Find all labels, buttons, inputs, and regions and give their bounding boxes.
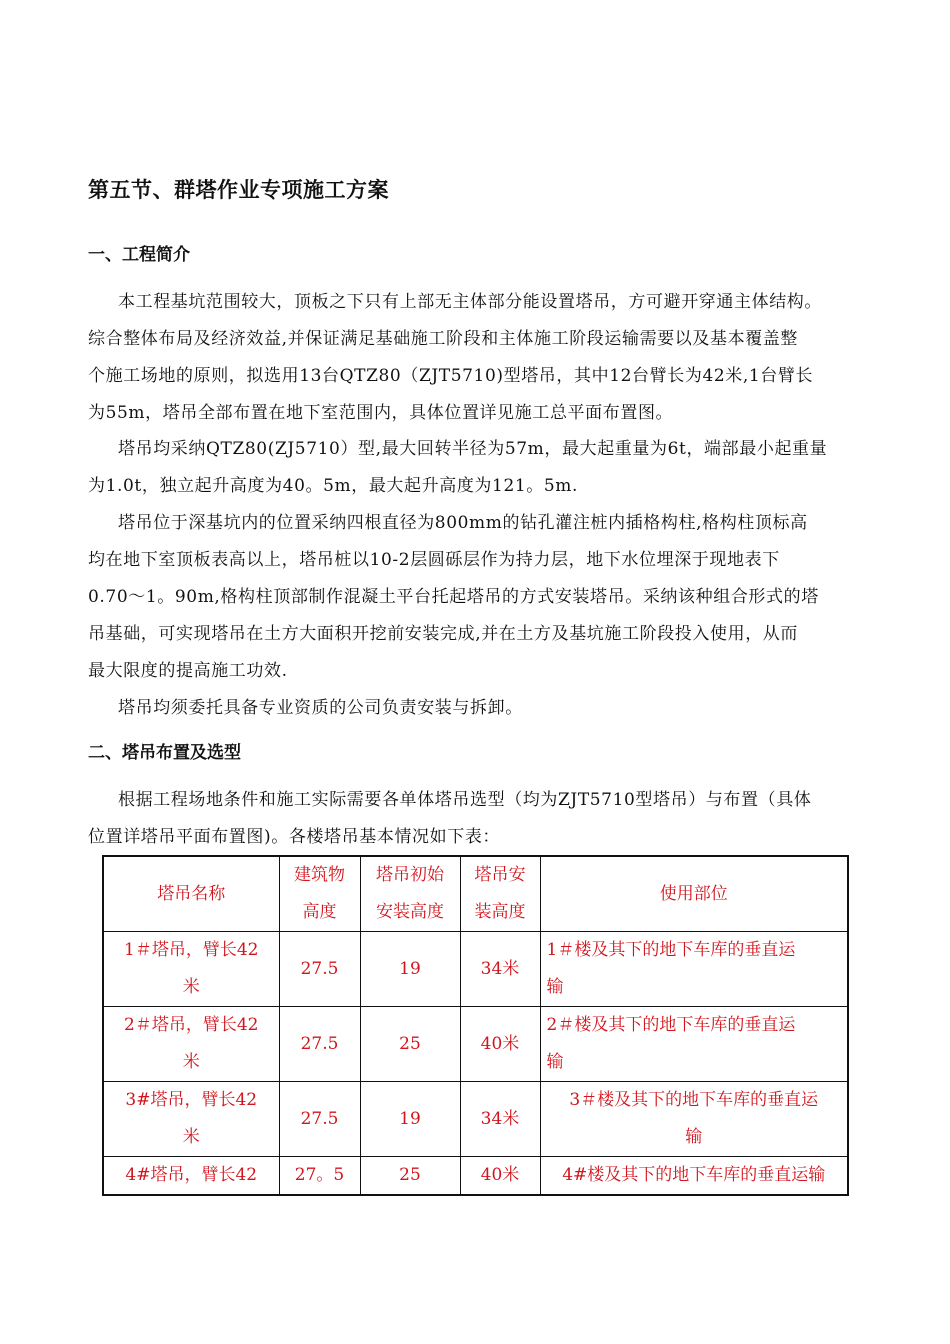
cell-initial-height: 25: [360, 1157, 460, 1196]
paragraph-line: 为55m，塔吊全部布置在地下室范围内，具体位置详见施工总平面布置图。: [88, 403, 674, 423]
paragraph-line: 吊基础，可实现塔吊在土方大面积开挖前安装完成,并在土方及基坑施工阶段投入使用，从而: [88, 624, 799, 644]
table-row: [103, 1007, 848, 1082]
table-row: [103, 1082, 848, 1157]
section2-heading: 二、塔吊布置及选型: [88, 743, 241, 763]
crane-table: [102, 855, 849, 1196]
header-cell: 塔吊名称: [103, 856, 279, 932]
cell-initial-height: 25: [360, 1007, 460, 1082]
table-row: [103, 932, 848, 1007]
cell-building-height: 27.5: [279, 1007, 360, 1082]
header-cell: 使用部位: [540, 856, 848, 932]
cell-initial-height: 19: [360, 932, 460, 1007]
cell-initial-height: 19: [360, 1082, 460, 1157]
cell-name: 4#塔吊，臂长42: [103, 1157, 279, 1196]
cell-name: 1＃塔吊，臂长42 米: [103, 932, 279, 1007]
section1-heading: 一、工程简介: [88, 245, 190, 265]
cell-install-height: 34米: [460, 1082, 540, 1157]
table-header-row: [103, 856, 848, 932]
cell-building-height: 27。5: [279, 1157, 360, 1196]
paragraph-line: 本工程基坑范围较大，顶板之下只有上部无主体部分能设置塔吊，方可避开穿通主体结构。: [118, 292, 822, 312]
cell-usage: 3＃楼及其下的地下车库的垂直运 输: [540, 1082, 848, 1157]
cell-name: 3#塔吊，臂长42 米: [103, 1082, 279, 1157]
paragraph-line: 个施工场地的原则，拟选用13台QTZ80（ZJT5710)型塔吊，其中12台臂长为42米,1台臂长: [88, 366, 814, 386]
cell-install-height: 40米: [460, 1157, 540, 1196]
header-cell: 塔吊初始 安装高度: [360, 856, 460, 932]
header-cell: 塔吊安 装高度: [460, 856, 540, 932]
paragraph-line: 塔吊均采纳QTZ80(ZJ5710）型,最大回转半径为57m，最大起重量为6t，端部最小起重量: [118, 439, 828, 459]
header-cell: 建筑物 高度: [279, 856, 360, 932]
paragraph-line: 0.70～1。90m,格构柱顶部制作混凝土平台托起塔吊的方式安装塔吊。采纳该种组合形式的塔: [88, 587, 819, 607]
paragraph-line: 塔吊均须委托具备专业资质的公司负责安装与拆卸。: [118, 698, 523, 718]
cell-usage: 1＃楼及其下的地下车库的垂直运 输: [540, 932, 848, 1007]
cell-building-height: 27.5: [279, 1082, 360, 1157]
section-title: 第五节、群塔作业专项施工方案: [88, 178, 389, 202]
cell-usage: 2＃楼及其下的地下车库的垂直运 输: [540, 1007, 848, 1082]
cell-install-height: 34米: [460, 932, 540, 1007]
paragraph-line: 综合整体布局及经济效益,并保证满足基础施工阶段和主体施工阶段运输需要以及基本覆盖整: [88, 329, 799, 349]
paragraph-line: 均在地下室顶板表高以上，塔吊桩以10-2层圆砾层作为持力层，地下水位埋深于现地表下: [88, 550, 780, 570]
cell-building-height: 27.5: [279, 932, 360, 1007]
paragraph-line: 塔吊位于深基坑内的位置采纳四根直径为800mm的钻孔灌注桩内插格构柱,格构柱顶标高: [118, 513, 808, 533]
paragraph-line: 为1.0t，独立起升高度为40。5m，最大起升高度为121。5m.: [88, 476, 579, 496]
paragraph-line: 位置详塔吊平面布置图)。各楼塔吊基本情况如下表：: [88, 827, 501, 847]
paragraph-line: 根据工程场地条件和施工实际需要各单体塔吊选型（均为ZJT5710型塔吊）与布置（具体: [118, 790, 812, 810]
cell-usage: 4#楼及其下的地下车库的垂直运输: [540, 1157, 848, 1196]
cell-name: 2＃塔吊，臂长42 米: [103, 1007, 279, 1082]
cell-install-height: 40米: [460, 1007, 540, 1082]
paragraph-line: 最大限度的提高施工功效.: [88, 661, 288, 681]
table-row: [103, 1157, 848, 1196]
